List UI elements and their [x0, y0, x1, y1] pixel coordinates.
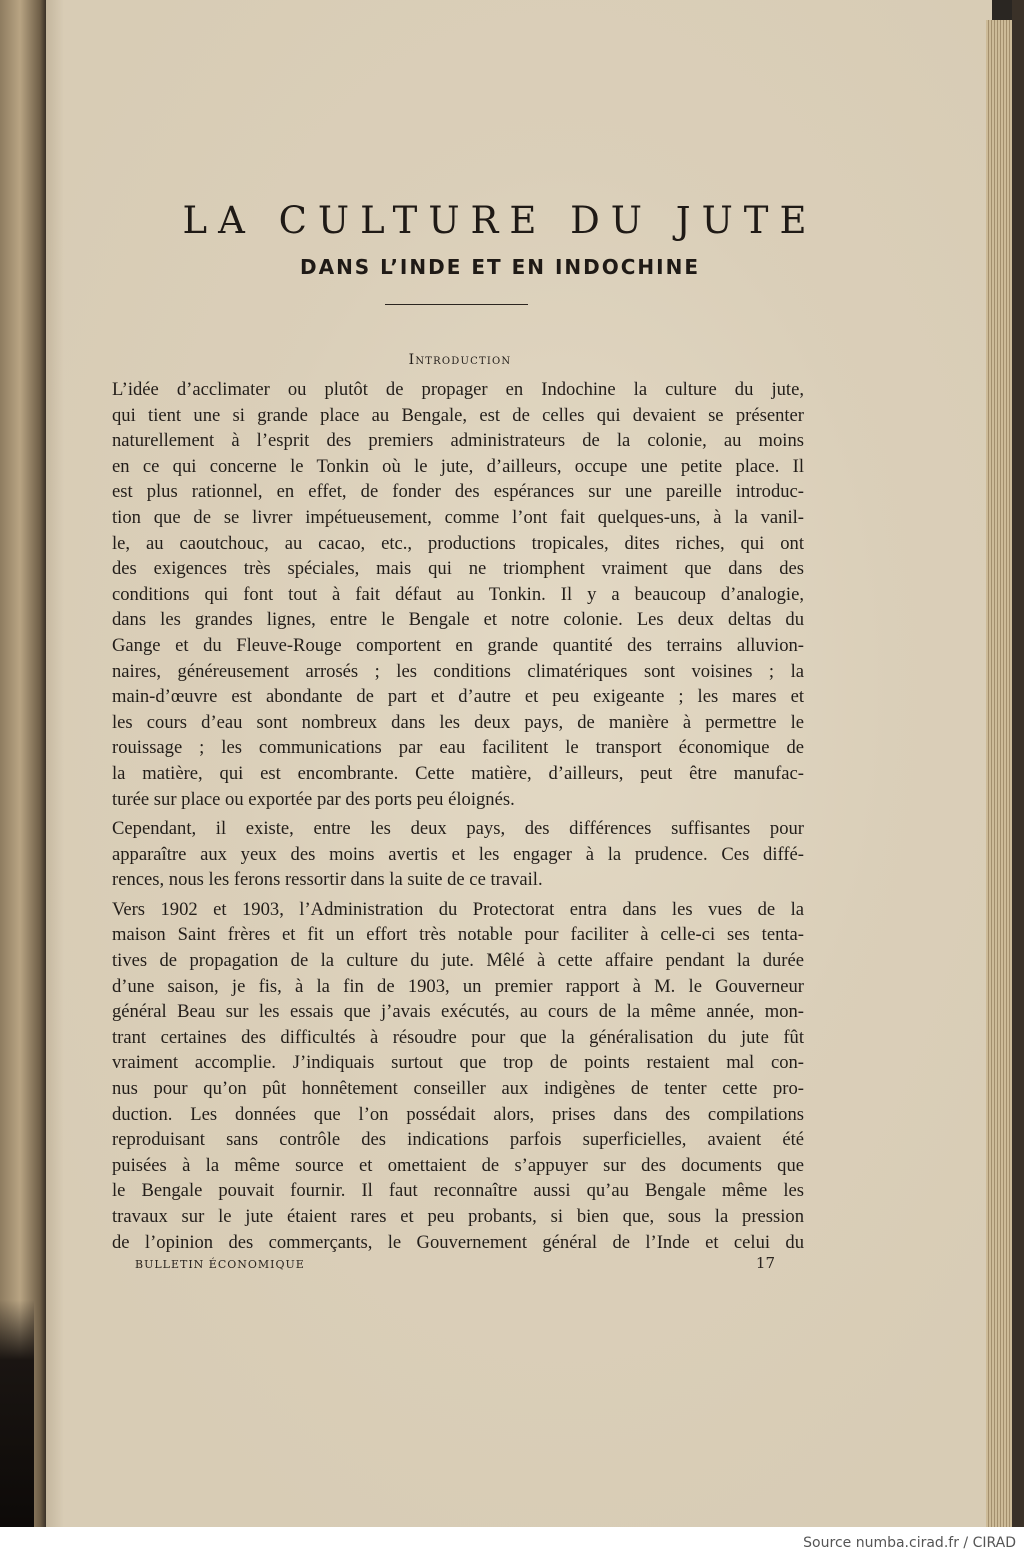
text-line: les cours d’eau sont nombreux dans les deux pays, de manière à permettre le [112, 711, 804, 733]
text-line: le, au caoutchouc, au cacao, etc., productions tropicales, dites riches, qui ont [112, 532, 804, 554]
text-line: reproduisant sans contrôle des indications parfois superficielles, avaient été [112, 1129, 804, 1151]
text-line: la matière, qui est encombrante. Cette matière, d’ailleurs, peut être manufac- [112, 762, 804, 784]
source-credit: Source numba.cirad.fr / CIRAD [803, 1535, 1016, 1551]
text-line: qui tient une si grande place au Bengale, est de celles qui devaient se présenter [112, 404, 804, 426]
text-line: conditions qui font tout à fait défaut au Tonkin. Il y a beaucoup d’analogie, [112, 583, 804, 605]
gutter-shadow [0, 1300, 34, 1527]
text-line: d’une saison, je fis, à la fin de 1903, un premier rapport à M. le Gouverneur [112, 975, 804, 997]
text-line: puisées à la même source et omettaient de s’appuyer sur des documents que [112, 1154, 804, 1176]
section-heading: Introduction [408, 352, 512, 368]
body-text [112, 377, 804, 1259]
text-line: des exigences très spéciales, mais qui ne triomphent vraiment que dans des [112, 558, 804, 580]
text-line: turée sur place ou exportée par des ports peu éloignés. [112, 788, 515, 810]
text-line: Vers 1902 et 1903, l’Administration du Protectorat entra dans les vues de la [112, 898, 804, 920]
text-line: L’idée d’acclimater ou plutôt de propager en Indochine la culture du jute, [112, 379, 804, 400]
document-subtitle: DANS L’INDE ET EN INDOCHINE [299, 255, 700, 279]
text-line: général Beau sur les essais que j’avais exécutés, au cours de la même année, mon- [112, 1001, 804, 1023]
text-line: duction. Les données que l’on possédait alors, prises dans des compilations [112, 1103, 804, 1125]
page-footer [135, 1254, 775, 1276]
document-title: LA CULTURE DU JUTE [182, 199, 818, 242]
text-line: est plus rationnel, en effet, de fonder des espérances sur une pareille introduc- [112, 481, 804, 503]
page-number: 17 [755, 1254, 775, 1272]
text-line: de l’opinion des commerçants, le Gouvernement général de l’Inde et celui du [112, 1231, 804, 1253]
text-line: dans les grandes lignes, entre le Bengale et notre colonie. Les deux deltas du [112, 609, 804, 631]
text-line: main-d’œuvre est abondante de part et d’autre et peu exigeante ; les mares et [112, 686, 804, 708]
text-line: nus pour qu’on pût honnêtement conseiller aux indigènes de tenter cette pro- [112, 1078, 804, 1100]
book-edge [1012, 0, 1024, 1527]
text-line: travaux sur le jute étaient rares et peu probants, si bien que, sous la pression [112, 1206, 804, 1227]
text-line: maison Saint frères et fit un effort très notable pour faciliter à celle-ci ses tenta- [112, 924, 804, 946]
title-block [100, 196, 900, 280]
paragraph [112, 816, 804, 893]
text-line: vraiment accomplie. J’indiquais surtout que trop de points restaient mal con- [112, 1052, 804, 1074]
book-gutter [0, 0, 46, 1527]
text-line: Cependant, il existe, entre les deux pays, des différences suffisantes pour [112, 818, 804, 840]
text-line: naires, généreusement arrosés ; les conditions climatériques sont voisines ; la [112, 660, 804, 682]
text-line: tion que de se livrer impétueusement, comme l’ont fait quelques-uns, à la vanil- [112, 506, 804, 528]
text-line: rences, nous les ferons ressortir dans la suite de ce travail. [112, 869, 543, 891]
text-line: Gange et du Fleuve-Rouge comportent en grande quantité des terrains alluvion- [112, 634, 804, 656]
text-line: naturellement à l’esprit des premiers administrateurs de la colonie, au moins [112, 430, 804, 452]
text-line: apparaître aux yeux des moins avertis et les engager à la prudence. Ces diffé- [112, 843, 804, 865]
text-line: en ce qui concerne le Tonkin où le jute, d’ailleurs, occupe une petite place. Il [112, 455, 804, 477]
page-edges [986, 20, 1012, 1527]
paragraph [112, 897, 804, 1255]
text-line: trant certaines des difficultés à résoudre pour que la généralisation du jute fût [112, 1026, 804, 1048]
paragraph [112, 377, 804, 812]
text-line: rouissage ; les communications par eau facilitent le transport économique de [112, 737, 804, 759]
text-line: le Bengale pouvait fournir. Il faut reconnaître aussi qu’au Bengale même les [112, 1180, 804, 1202]
source-bar [0, 1527, 1024, 1560]
text-line: tives de propagation de la culture du jute. Mêlé à cette affaire pendant la durée [112, 950, 804, 972]
running-footer: BULLETIN ÉCONOMIQUE [135, 1258, 305, 1271]
title-rule [385, 304, 528, 305]
